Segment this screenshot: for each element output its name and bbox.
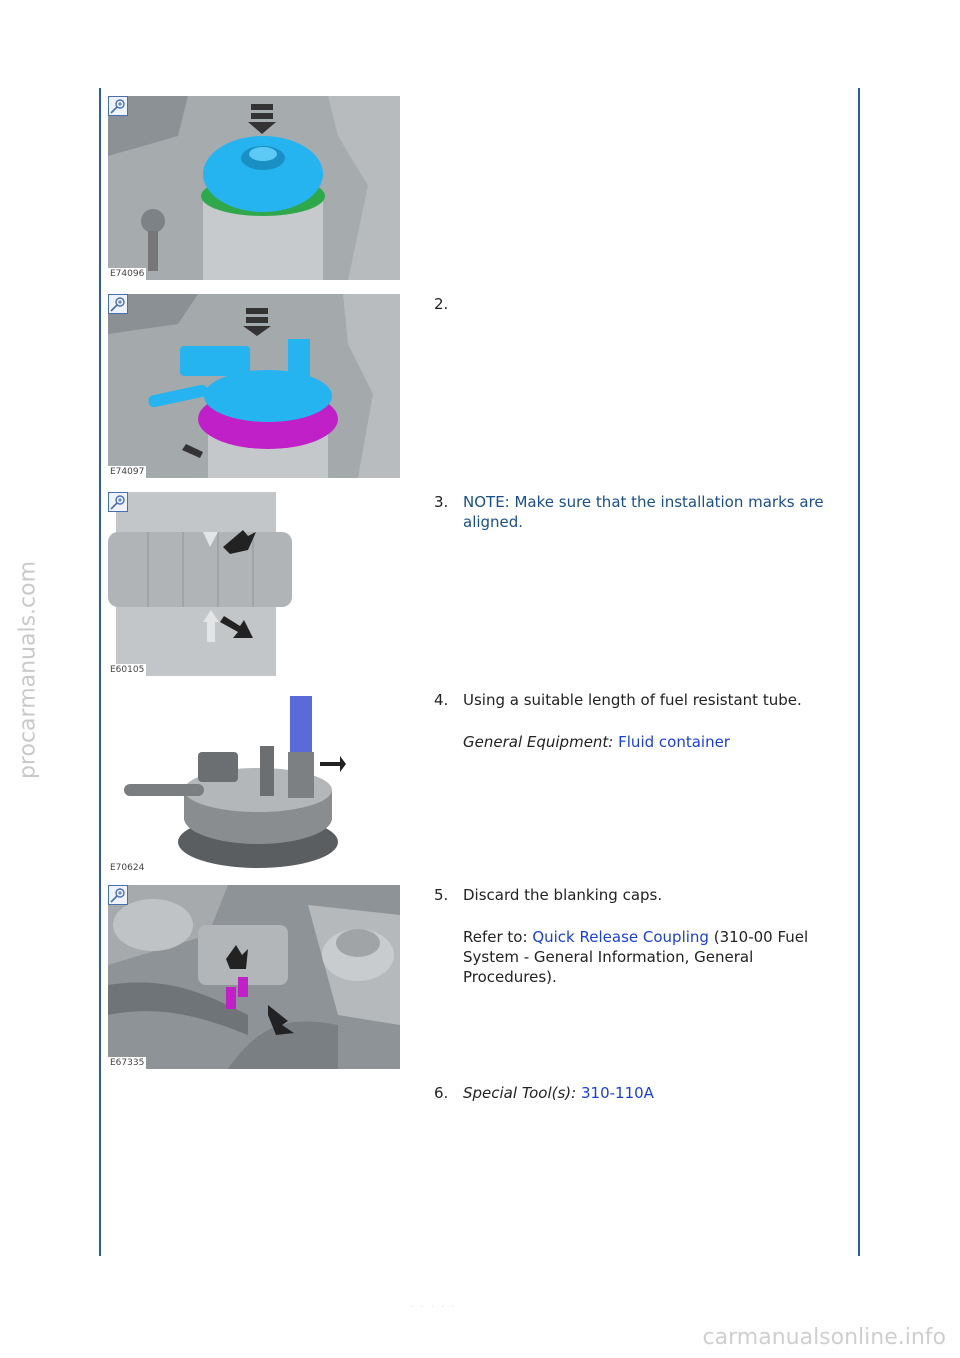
special-tools (463, 1083, 834, 1103)
frame-left-rule (99, 88, 101, 1256)
page-number: · · · · · (410, 1302, 457, 1313)
zoom-icon[interactable] (108, 492, 128, 512)
figure-id: E60105 (110, 665, 145, 675)
figure-e67335[interactable] (108, 885, 400, 1069)
filter-marks-illustration (108, 492, 292, 676)
step-instruction: Using a suitable length of fuel resistant tube. (463, 691, 802, 709)
side-watermark: procarmanuals.com (15, 560, 41, 780)
step-number: 5. (434, 886, 449, 904)
drain-tube-illustration (108, 690, 348, 874)
fluid-container-link[interactable]: Fluid container (618, 733, 730, 751)
refer-label: Refer to: (463, 928, 528, 946)
step-5-text (434, 885, 834, 987)
general-equipment (463, 732, 834, 752)
zoom-icon[interactable] (108, 96, 128, 116)
filter-head-illustration (108, 294, 400, 478)
figure-e60105[interactable] (108, 492, 292, 676)
zoom-icon[interactable] (108, 885, 128, 905)
equipment-label: General Equipment: (463, 733, 614, 751)
bottom-watermark: carmanualsonline.info (702, 1325, 946, 1350)
frame-right-rule (858, 88, 860, 1256)
figure-id: E70624 (110, 863, 145, 873)
step-6 (108, 1083, 848, 1123)
zoom-icon[interactable] (108, 294, 128, 314)
fuel-filter-illustration (108, 96, 400, 280)
step-5 (108, 885, 848, 1075)
step-4-text (434, 690, 834, 752)
step-number: 3. (434, 493, 449, 511)
refer-suffix: (310-00 Fuel System - General Information, General Procedures). (463, 928, 809, 986)
step-number: 4. (434, 691, 449, 709)
figure-e74097[interactable] (108, 294, 400, 478)
tool-label: Special Tool(s): (463, 1084, 577, 1102)
refer-to (463, 927, 834, 987)
step-4 (108, 690, 848, 880)
quick-release-coupling-link[interactable]: Quick Release Coupling (532, 928, 709, 946)
figure-id: E74097 (110, 467, 145, 477)
step-number: 6. (434, 1084, 449, 1102)
tool-310-110a-link[interactable]: 310-110A (581, 1084, 654, 1102)
step-3 (108, 492, 848, 682)
figure-id: E67335 (110, 1058, 145, 1068)
figure-e74096[interactable] (108, 96, 400, 280)
figure-e70624[interactable] (108, 690, 348, 874)
step-number: 2. (434, 295, 449, 313)
step-2 (108, 294, 848, 484)
step-6-text (434, 1083, 834, 1103)
step-note: NOTE: Make sure that the installation marks are aligned. (463, 493, 824, 531)
figure-id: E74096 (110, 269, 145, 279)
engine-bay-illustration (108, 885, 400, 1069)
step-1 (108, 96, 848, 286)
step-3-text (434, 492, 834, 532)
step-instruction: Discard the blanking caps. (463, 886, 663, 904)
